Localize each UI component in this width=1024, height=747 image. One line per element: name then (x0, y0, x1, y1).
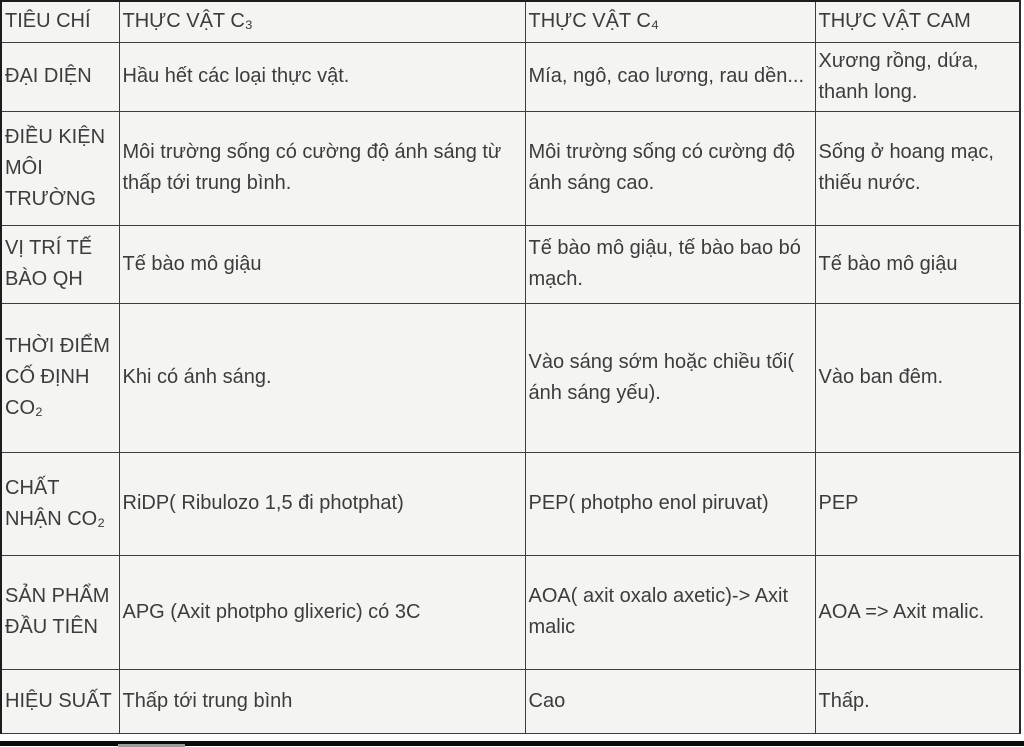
cell-c4: AOA( axit oxalo axetic)-> Axit malic (525, 555, 815, 669)
cell-cam: Vào ban đêm. (815, 303, 1020, 452)
table-row-co2-fixation-time (1, 303, 1020, 452)
cell-c3: Môi trường sống có cường độ ánh sáng từ thấp tới trung bình. (119, 111, 525, 225)
row-label: SẢN PHẨM ĐẦU TIÊN (1, 555, 119, 669)
table-row-representatives (1, 42, 1020, 111)
cell-cam: Thấp. (815, 669, 1020, 733)
cell-cam: Xương rồng, dứa, thanh long. (815, 42, 1020, 111)
row-label: HIỆU SUẤT (1, 669, 119, 733)
cell-cam: AOA => Axit malic. (815, 555, 1020, 669)
column-header-criteria: TIÊU CHÍ (1, 1, 119, 42)
cell-c3: APG (Axit photpho glixeric) có 3C (119, 555, 525, 669)
column-header-cam-plants: THỰC VẬT CAM (815, 1, 1020, 42)
row-label: ĐẠI DIỆN (1, 42, 119, 111)
cell-c4: Môi trường sống có cường độ ánh sáng cao. (525, 111, 815, 225)
cell-c3: RiDP( Ribulozo 1,5 đi photphat) (119, 452, 525, 555)
row-label: ĐIỀU KIỆN MÔI TRƯỜNG (1, 111, 119, 225)
column-header-c3-plants: THỰC VẬT C₃ (119, 1, 525, 42)
cell-c4: Mía, ngô, cao lương, rau dền... (525, 42, 815, 111)
table-row-co2-acceptor (1, 452, 1020, 555)
table-row-first-product (1, 555, 1020, 669)
row-label: THỜI ĐIỂM CỐ ĐỊNH CO₂ (1, 303, 119, 452)
cell-cam: Sống ở hoang mạc, thiếu nước. (815, 111, 1020, 225)
table-row-efficiency (1, 669, 1020, 733)
cell-c3: Thấp tới trung bình (119, 669, 525, 733)
cell-c3: Khi có ánh sáng. (119, 303, 525, 452)
cell-c4: Tế bào mô giậu, tế bào bao bó mạch. (525, 225, 815, 303)
header-row (1, 1, 1020, 42)
row-label: VỊ TRÍ TẾ BÀO QH (1, 225, 119, 303)
cell-c4: Cao (525, 669, 815, 733)
cell-c3: Tế bào mô giậu (119, 225, 525, 303)
cell-c4: PEP( photpho enol piruvat) (525, 452, 815, 555)
row-label: CHẤT NHẬN CO₂ (1, 452, 119, 555)
cell-cam: Tế bào mô giậu (815, 225, 1020, 303)
cell-c3: Hầu hết các loại thực vật. (119, 42, 525, 111)
cell-c4: Vào sáng sớm hoặc chiều tối( ánh sáng yếu). (525, 303, 815, 452)
column-header-c4-plants: THỰC VẬT C₄ (525, 1, 815, 42)
table-row-cell-location (1, 225, 1020, 303)
table-row-environment (1, 111, 1020, 225)
cell-cam: PEP (815, 452, 1020, 555)
